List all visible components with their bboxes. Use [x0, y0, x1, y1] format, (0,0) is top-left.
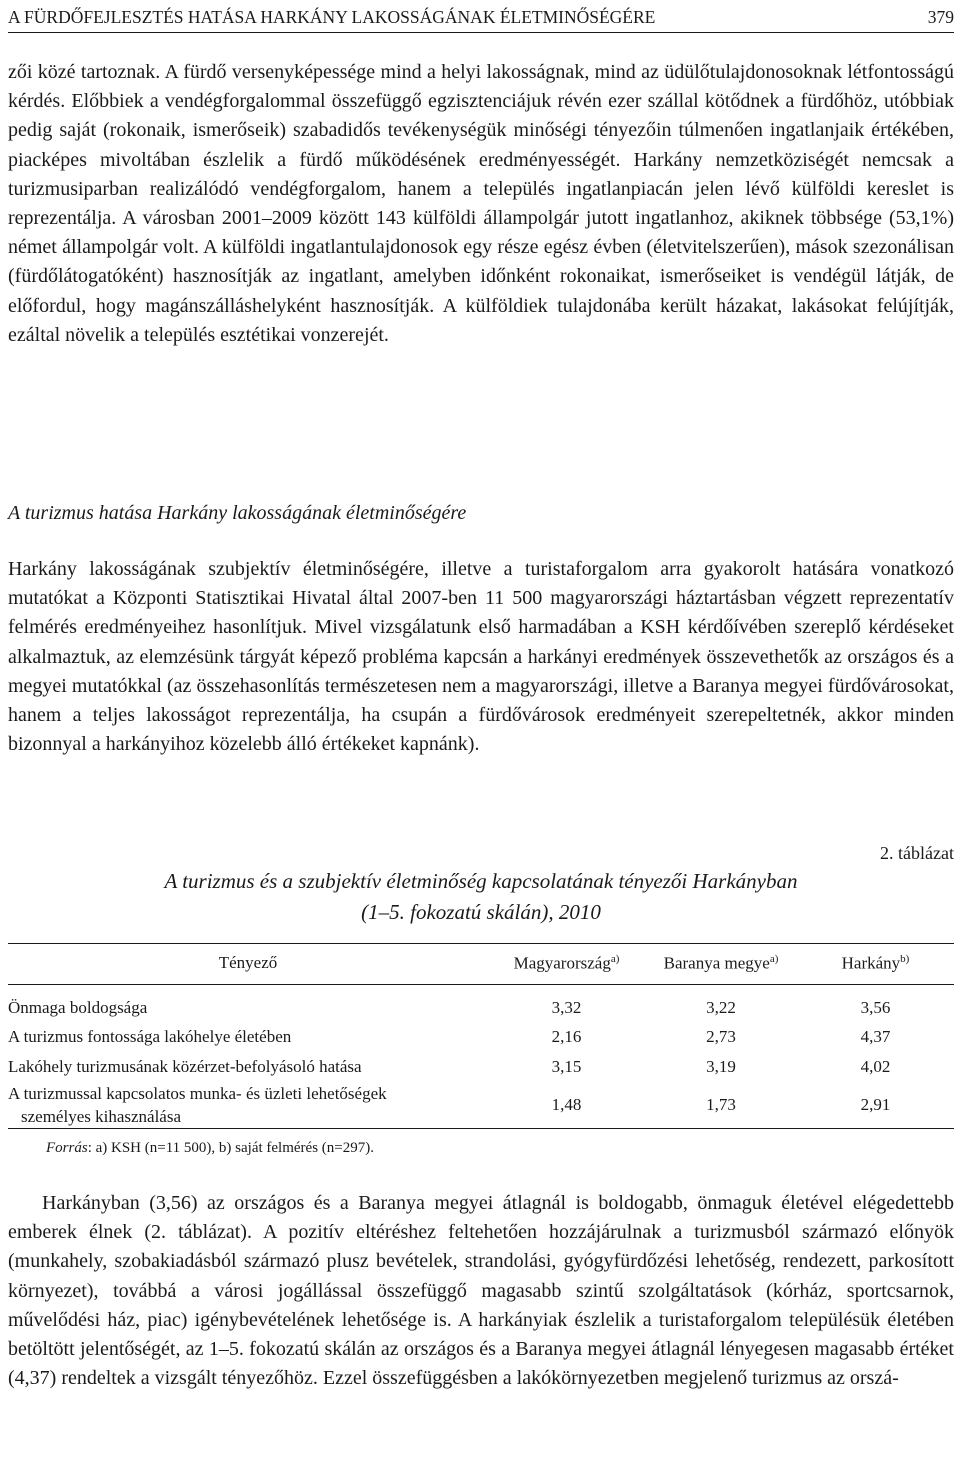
paragraph-foreign-ownership: zői közé tartoznak. A fürdő versenyképessége mind a helyi lakosságnak, mind az üdülőtulajdonosoknak létfontosságú kérdés. Előbbiek a vendégforgalommal összefüggő egzisztenciájuk révén ezer szállal kötődnek a fürdőhöz, utóbbiak pedig saját (rokonaik, ismerőseik) szabadidős tevékenységük minőségi tényezőin túlmenően ingatlanjaik értékében, piacképes mivoltában észlelik a fürdő működésének eredményességét. Harkány nemzetköziségét nemcsak a turizmusiparban realizálódó vendégforgalom, hanem a település ingatlanpiacán jelen lévő külföldi kereslet is reprezentálja. A városban 2001–2009 között 143 külföldi állampolgár jutott ingatlanhoz, akiknek többsége (53,1%) német állampolgár volt. A külföldi ingatlantulajdonosok egy része egész évben (életvitelszerűen), mások szezonálisan (fürdőlátogatóként) hasznosítják az ingatlant, amelyben időnként rokonaikat, ismerőseiket is vendégül látják, de előfordul, hogy magánszálláshelyként hasznosítják. A külföldiek tulajdonába került házakat, lakásokat felújítják, ezáltal növelik a település esztétikai vonzerejét.: [8, 61, 954, 346]
paragraph-methodology: Harkány lakosságának szubjektív életminőségére, illetve a turistaforgalom arra gyakorolt hatására vonatkozó mutatókat a Központi Statisztikai Hivatal által 2007-ben 11 500 magyarországi háztartásban végzett reprezentatív felmérés eredményeihez hasonlítjuk. Mivel vizsgálatunk első harmadában a KSH kérdőívében szereplő kérdéseket alkalmaztuk, az elemzésünk tárgyát képező probléma kapcsán a harkányi eredmények összevethetők az országos és a megyei mutatókkal (az összehasonlítás természetesen nem a magyarországi, illetve a Baranya megyei fürdővárosokat, hanem a teljes lakosságot reprezentálja, ha csupán a fürdővárosok eredményeit szerepeltetnék, akkor minden bizonnyal a harkányihoz közelebb álló értékeket kapnánk).: [8, 558, 954, 756]
row-label: Önmaga boldogsága: [8, 997, 148, 1017]
data-table: [8, 943, 954, 1129]
header-harkany: Harkány$^{b)}$: [797, 944, 954, 985]
page-number: 379: [927, 6, 954, 27]
cell-harkany: 4,02: [860, 1056, 891, 1076]
table-title: [8, 866, 954, 928]
table-source-note: [46, 1138, 374, 1158]
table-header-row: [8, 944, 954, 985]
table-row: [8, 1023, 954, 1053]
cell-harkany: 4,37: [860, 1027, 891, 1047]
table-number: 2. táblázat: [880, 843, 954, 863]
table-row: [8, 985, 954, 1023]
running-title: A FÜRDŐFEJLESZTÉS HATÁSA HARKÁNY LAKOSSÁGÁNAK ÉLETMINŐSÉGÉRE: [8, 6, 656, 27]
table-title-line-2: (1–5. fokozatú skálán), 2010: [361, 900, 601, 924]
header-hungary: Magyarország$^{a)}$: [488, 944, 645, 985]
cell-baranya: 1,73: [645, 1082, 797, 1129]
row-label: A turizmus fontossága lakóhelye életében: [8, 1027, 292, 1047]
cell-baranya: 3,19: [706, 1056, 736, 1076]
row-label: [8, 1082, 488, 1129]
cell-baranya: 3,22: [706, 997, 736, 1017]
table-title-line-1: A turizmus és a szubjektív életminőség kapcsolatának tényezői Harkányban: [164, 869, 798, 893]
cell-hungary: 1,48: [488, 1082, 645, 1129]
source-label: Forrás: [46, 1140, 88, 1156]
source-text: : a) KSH (n=11 500), b) saját felmérés (n=297).: [87, 1140, 374, 1156]
running-header: [8, 2, 954, 33]
header-factor: Tényező: [8, 944, 488, 985]
header-baranya: Baranya megye$^{a)}$: [645, 944, 797, 985]
cell-baranya: 2,73: [706, 1027, 736, 1047]
table-row: [8, 1052, 954, 1082]
row-label-line-2: személyes kihasználása: [21, 1106, 182, 1126]
cell-hungary: 2,16: [551, 1027, 582, 1047]
cell-hungary: 3,32: [551, 997, 582, 1017]
table-row: [8, 1082, 954, 1129]
section-heading: A turizmus hatása Harkány lakosságának életminőségére: [8, 502, 467, 524]
row-label-line-1: A turizmussal kapcsolatos munka- és üzleti lehetőségek: [8, 1083, 387, 1103]
row-label: Lakóhely turizmusának közérzet-befolyásoló hatása: [8, 1056, 362, 1076]
cell-harkany: 3,56: [860, 997, 891, 1017]
cell-harkany: 2,91: [797, 1082, 954, 1129]
paragraph-results: Harkányban (3,56) az országos és a Baranya megyei átlagnál is boldogabb, önmaguk életével elégedettebb emberek élnek (2. táblázat). A pozitív eltéréshez feltehetően hozzájárulnak a turizmusból származó előnyök (munkahely, szobakiadásból származó plusz bevételek, strandolási, gyógyfürdőzési lehetőség, rendezett, parkosított környezet), továbbá a városi jogállással összefüggő magasabb szintű szolgáltatások (kórház, sportcsarnok, művelődési ház, piac) igénybevételének lehetősége is. A harkányiak észlelik a turistaforgalom településük életében betöltött jelentőségét, az 1–5. fokozatú skálán az országos és a Baranya megyei átlagnál lényegesen magasabb értéket (4,37) rendeltek a vizsgált tényezőhöz. Ezzel összefüggésben a lakókörnyezetben megjelenő turizmus az orszá-: [8, 1192, 954, 1390]
cell-hungary: 3,15: [551, 1056, 582, 1076]
